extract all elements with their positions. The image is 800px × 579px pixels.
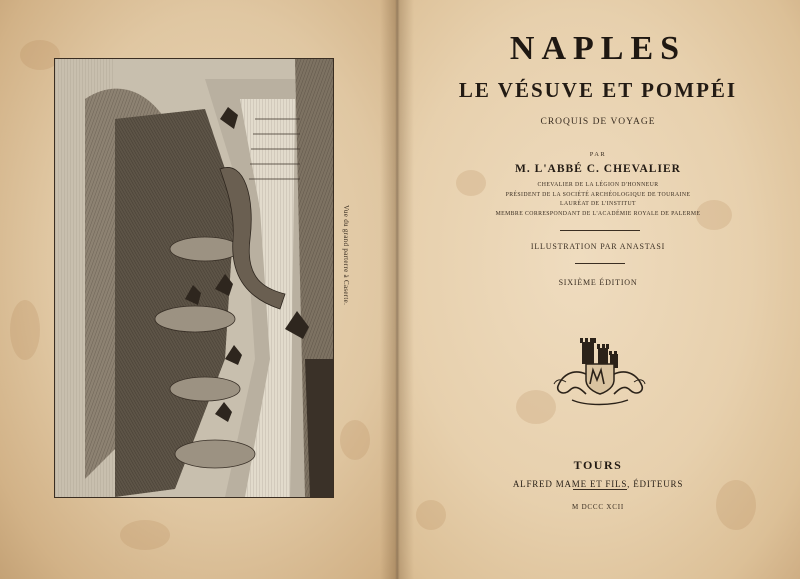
divider-rule bbox=[573, 489, 627, 490]
by-label: PAR bbox=[589, 151, 607, 158]
author-credential: MEMBRE CORRESPONDANT DE L'ACADÉMIE ROYALE DE PALERME bbox=[495, 211, 701, 217]
plate-caption: Vue du grand parterre à Caserte. bbox=[342, 204, 350, 306]
book-tagline: CROQUIS DE VOYAGE bbox=[540, 117, 656, 127]
illustrator-credit: ILLUSTRATION PAR ANASTASI bbox=[530, 242, 666, 251]
author-credential: CHEVALIER DE LA LÉGION D'HONNEUR bbox=[537, 182, 659, 188]
author-name: M. L'ABBÉ C. CHEVALIER bbox=[515, 163, 681, 175]
author-credential: LAURÉAT DE L'INSTITUT bbox=[560, 201, 636, 207]
book-subtitle: LE VÉSUVE ET POMPÉI bbox=[458, 78, 738, 102]
author-credential: PRÉSIDENT DE LA SOCIÉTÉ ARCHÉOLOGIQUE DE TOURAINE bbox=[505, 192, 691, 198]
publication-date: M DCCC XCII bbox=[572, 503, 624, 511]
divider-rule bbox=[560, 230, 640, 231]
book-title: NAPLES bbox=[509, 30, 687, 67]
edition-label: SIXIÈME ÉDITION bbox=[558, 278, 638, 287]
publisher-name: ALFRED MAME ET FILS, ÉDITEURS bbox=[512, 479, 684, 489]
engraving-illustration bbox=[55, 59, 333, 497]
divider-rule bbox=[575, 263, 625, 264]
publisher-emblem-icon bbox=[552, 334, 646, 410]
engraving-plate bbox=[54, 58, 334, 498]
publisher-city: TOURS bbox=[573, 458, 623, 472]
